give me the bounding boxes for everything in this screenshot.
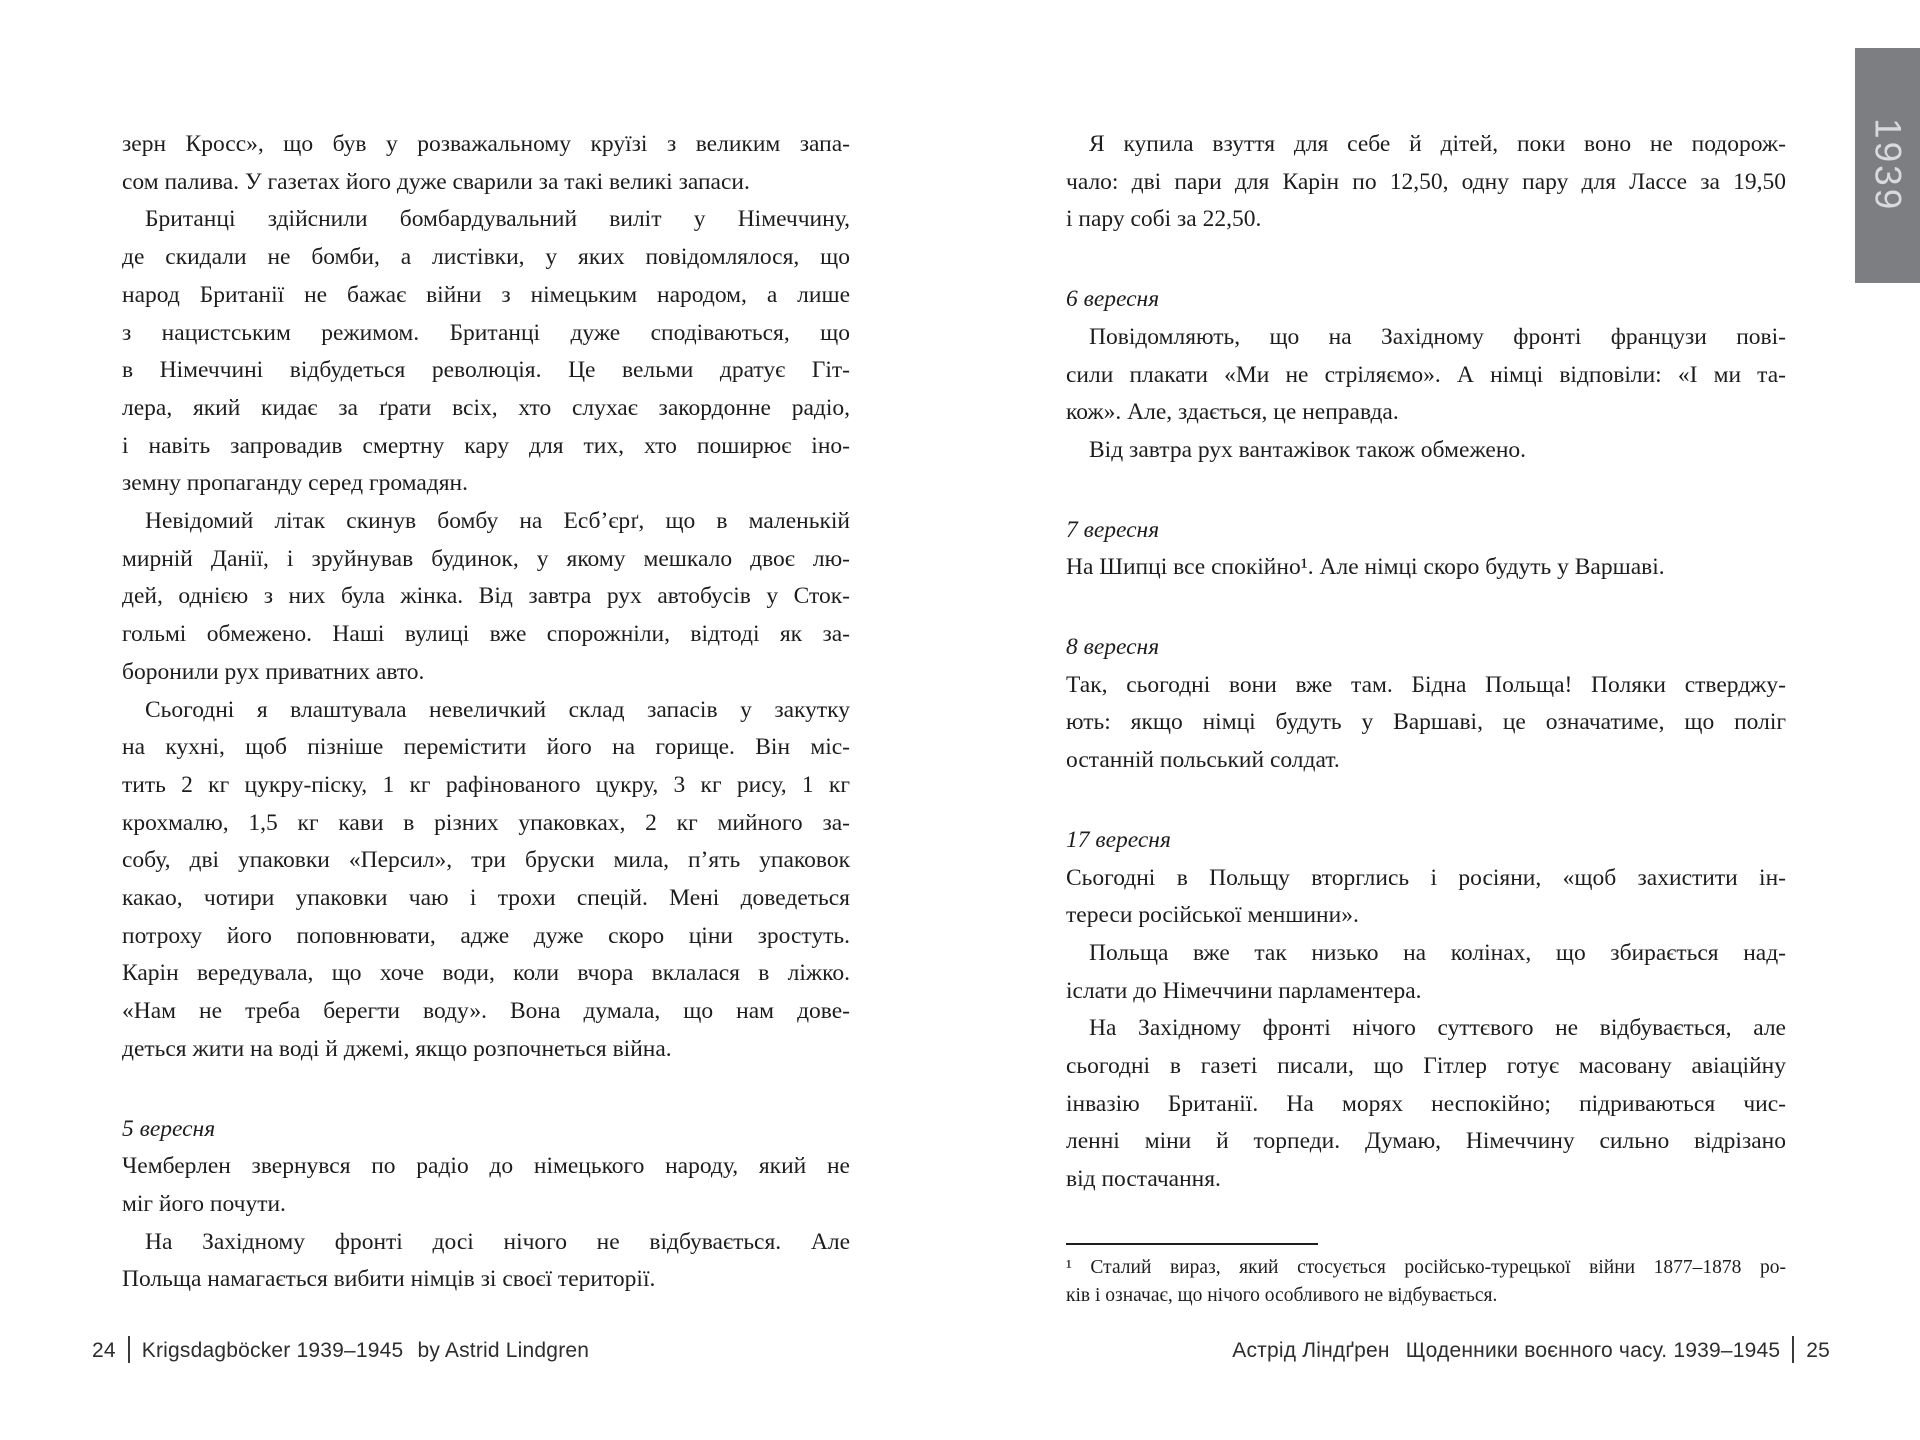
date-heading: 7 вересня — [1066, 516, 1160, 543]
text-line: земну пропаганду серед громадян. — [122, 470, 468, 497]
diary-paragraph — [1066, 319, 1786, 432]
text-line: На Західному фронті нічого суттєвого не відбувається, але — [1089, 1015, 1786, 1042]
text-line: тить 2 кг цукру-піску, 1 кг рафінованого цукру, 3 кг рису, 1 кг — [122, 771, 850, 798]
right-page — [1066, 126, 1786, 1311]
diary-paragraph — [122, 126, 850, 201]
text-line: дей, однією з них була жінка. Від завтра рух автобусів у Сток- — [122, 583, 850, 610]
footnote-text — [1066, 1254, 1786, 1311]
left-page — [122, 126, 850, 1299]
page-number: 25 — [1806, 1339, 1830, 1362]
text-line: боронили рух приватних авто. — [122, 658, 425, 685]
diary-paragraph — [122, 201, 850, 503]
date-heading: 5 вересня — [122, 1115, 216, 1142]
text-line: гольмі обмежено. Наші вулиці вже спорожніли, відтоді як за- — [122, 621, 850, 648]
right-page-footer — [1232, 1336, 1830, 1363]
text-line: сом палива. У газетах його дуже сварили за такі великі запаси. — [122, 168, 750, 195]
text-line: мирній Данії, і зруйнував будинок, у якому мешкало двоє лю- — [122, 545, 850, 572]
text-line: какао, чотири упаковки чаю і трохи спецій. Мені доведеться — [122, 885, 850, 912]
book-title: Щоденники воєнного часу. 1939–1945 — [1405, 1339, 1781, 1362]
text-line: ленні міни й торпеди. Думаю, Німеччину сильно відрізано — [1066, 1128, 1786, 1155]
diary-paragraph — [122, 692, 850, 1069]
diary-paragraph — [1066, 432, 1786, 470]
text-line: лера, який кидає за ґрати всіх, хто слухає закордонне радіо, — [122, 394, 850, 421]
text-line: сили плакати «Ми не стріляємо». А німці відповіли: «І ми та- — [1066, 361, 1786, 388]
diary-paragraph — [1066, 126, 1786, 239]
year-tab-label: 1939 — [1867, 118, 1909, 213]
text-line: міг його почути. — [122, 1190, 286, 1217]
text-line: Сьогодні в Польщу вторглись і росіяни, «щоб захистити ін- — [1066, 864, 1786, 891]
text-line: ків і означає, що нічого особливого не відбувається. — [1066, 1285, 1498, 1307]
text-line: кож». Але, здається, це неправда. — [1066, 399, 1399, 426]
diary-paragraph — [1066, 860, 1786, 935]
diary-paragraph — [122, 1148, 850, 1223]
text-line: останній польський солдат. — [1066, 747, 1340, 774]
text-line: Так, сьогодні вони вже там. Бідна Польща! Поляки стверджу- — [1066, 671, 1786, 698]
text-line: На Шипці все спокійно¹. Але німці скоро будуть у Варшаві. — [1066, 554, 1665, 581]
text-line: крохмалю, 1,5 кг кави в різних упаковках, 2 кг мийного за- — [122, 809, 850, 836]
page-number: 24 — [92, 1339, 116, 1362]
footer-separator — [128, 1336, 130, 1363]
text-line: «Нам не треба берегти воду». Вона думала, що нам дове- — [122, 998, 850, 1025]
text-line: Британці здійснили бомбардувальний виліт у Німеччину, — [145, 206, 850, 233]
text-line: зерн Кросс», що був у розважальному круїзі з великим запа- — [122, 131, 850, 157]
text-line: Карін вередувала, що хоче води, коли вчора вклалася в ліжко. — [122, 960, 850, 987]
book-author: Астрід Ліндґрен — [1232, 1339, 1390, 1362]
text-line: інвазію Британії. На морях неспокійно; підриваються чис- — [1066, 1090, 1786, 1117]
text-line: собу, дві упаковки «Персил», три бруски мила, п’ять упаковок — [122, 847, 850, 874]
book-author-original: by Astrid Lindgren — [417, 1339, 590, 1362]
text-line: з нацистським режимом. Британці дуже сподіваються, що — [122, 319, 850, 346]
text-line: ¹ Сталий вираз, який стосується російсько-турецької війни 1877–1878 ро- — [1066, 1256, 1786, 1278]
date-heading: 6 вересня — [1066, 286, 1160, 313]
year-tab — [1855, 48, 1920, 283]
text-line: Невідомий літак скинув бомбу на Есб’єрґ, що в маленькій — [145, 508, 850, 535]
text-line: чало: дві пари для Карін по 12,50, одну пару для Лассе за 19,50 — [1066, 168, 1786, 195]
text-line: Сьогодні я влаштувала невеличкий склад запасів у закутку — [145, 696, 850, 723]
text-line: Я купила взуття для себе й дітей, поки воно не подорож- — [1089, 131, 1786, 157]
text-line: Польща вже так низько на колінах, що збирається над- — [1089, 939, 1786, 966]
diary-paragraph — [1066, 935, 1786, 1010]
footnote-rule — [1066, 1243, 1318, 1245]
date-heading: 17 вересня — [1066, 826, 1171, 853]
diary-paragraph — [122, 503, 850, 692]
text-line: де скидали не бомби, а листівки, у яких повідомлялося, що — [122, 244, 850, 271]
text-line: в Німеччині відбудеться революція. Це вельми дратує Гіт- — [122, 357, 850, 384]
date-heading: 8 вересня — [1066, 634, 1160, 661]
diary-paragraph — [122, 1224, 850, 1299]
diary-paragraph — [1066, 667, 1786, 780]
left-page-footer — [92, 1336, 589, 1363]
text-line: і навіть запровадив смертну кару для тих, хто поширює іно- — [122, 432, 850, 459]
footnote — [1066, 1243, 1786, 1311]
text-line: Повідомляють, що на Західному фронті французи пові- — [1089, 323, 1786, 350]
text-line: На Західному фронті досі нічого не відбувається. Але — [145, 1228, 850, 1255]
text-line: ють: якщо німці будуть у Варшаві, це означатиме, що поліг — [1066, 709, 1786, 736]
text-line: від постачання. — [1066, 1166, 1221, 1193]
text-line: потроху його поповнювати, адже дуже скоро ціни зростуть. — [122, 922, 850, 949]
book-title-original: Krigsdagböcker 1939–1945 — [141, 1339, 404, 1362]
footer-separator — [1792, 1336, 1794, 1363]
text-line: і пару собі за 22,50. — [1066, 206, 1262, 233]
text-line: іслати до Німеччини парламентера. — [1066, 977, 1422, 1004]
text-line: сьогодні в газеті писали, що Гітлер готує масовану авіаційну — [1066, 1053, 1786, 1080]
text-line: Польща намагається вибити німців зі своєї території. — [122, 1266, 656, 1293]
text-line: на кухні, щоб пізніше перемістити його на горище. Він міс- — [122, 734, 850, 761]
text-line: тереси російської меншини». — [1066, 902, 1359, 929]
text-line: деться жити на воді й джемі, якщо розпочнеться війна. — [122, 1035, 672, 1062]
text-line: Від завтра рух вантажівок також обмежено. — [1089, 436, 1527, 463]
diary-paragraph — [1066, 1010, 1786, 1199]
text-line: народ Британії не бажає війни з німецьким народом, а лише — [122, 281, 850, 308]
text-line: Чемберлен звернувся по радіо до німецького народу, який не — [122, 1153, 850, 1180]
diary-paragraph — [1066, 549, 1786, 587]
